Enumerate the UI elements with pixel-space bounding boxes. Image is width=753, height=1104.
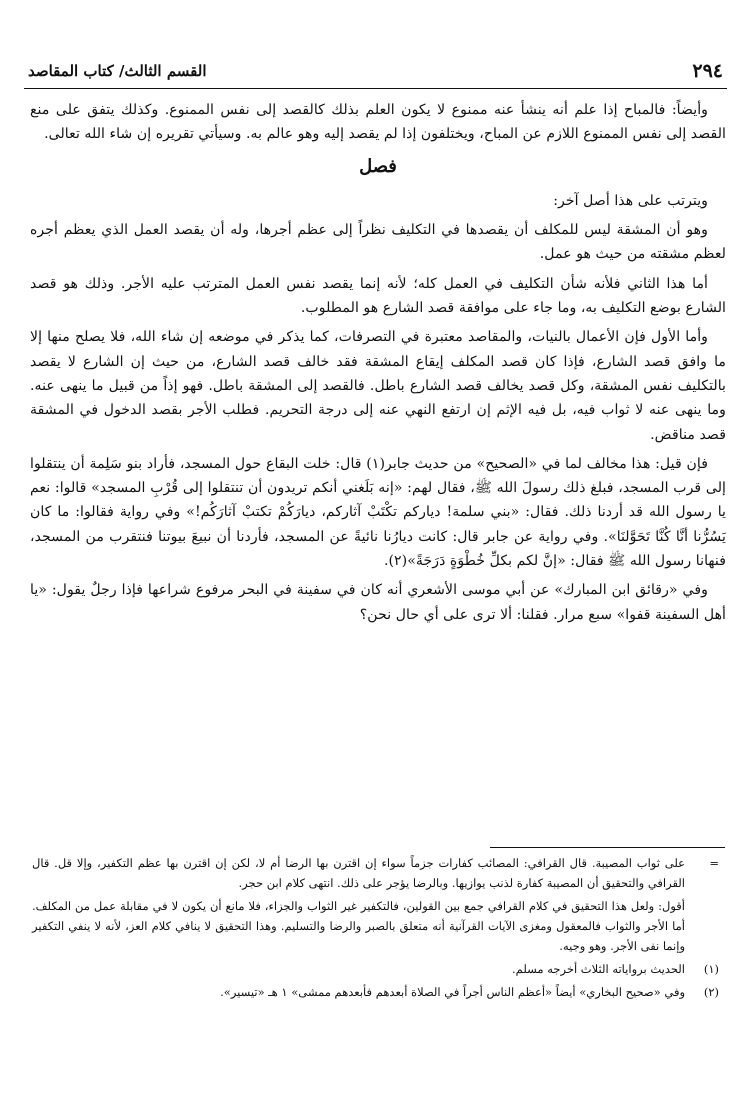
paragraph: وهو أن المشقة ليس للمكلف أن يقصدها في التكليف نظراً إلى عظم أجرها، وله أن يقصد العمل الذي يعظم أجره لعظم مشقته من حيث هو عمل. bbox=[30, 222, 726, 263]
footnote-text: وفي «صحيح البخاري» أيضاً «أعظم الناس أجراً في الصلاة أبعدهم فأبعدهم ممشى» ١ هـ «تيسير». bbox=[220, 985, 685, 999]
footnote-mark: (١) bbox=[703, 962, 719, 976]
paragraph: ويترتب على هذا أصل آخر: bbox=[553, 192, 708, 209]
footnote-comment bbox=[32, 896, 721, 956]
footnote-1 bbox=[32, 959, 721, 979]
page-number: ٢٩٤ bbox=[692, 60, 723, 82]
footnote-text: على ثواب المصيبة. قال القرافي: المصائب كفارات جزماً سواء إن اقترن بها الرضا أم لا، لكن إن اقترن بها عظم التكفير، وإلا قل. قال القرافي والتحقيق أن المصيبة كفارة لذنب يوازيها. وبالرضا يؤجر على ذلك. انتهى كلام ابن حجر. bbox=[32, 856, 685, 890]
footnote-2 bbox=[32, 982, 721, 1002]
running-title: القسم الثالث/ كتاب المقاصد bbox=[28, 62, 207, 80]
footnote-continued bbox=[32, 853, 721, 893]
page-header bbox=[24, 58, 727, 89]
paragraph: وأما الأول فإن الأعمال بالنيات، والمقاصد معتبرة في التصرفات، كما يذكر في موضعه إن شاء الله، فلا يصلح منها إلا ما وافق قصد الشارع، فإذا كان قصد المكلف إيقاع المشقة فقد خالف قصد الشارع، من حيث إن الشارع لا يقصد بالتكليف نفس المشقة، وكل قصد يخالف قصد الشارع باطل. فالقصد إلى المشقة باطل. فهو إذاً من قبيل ما ينهى عنه. وما ينهى عنه لا ثواب فيه، بل فيه الإثم إن ارتفع النهي عنه إلى درجة التحريم. فطلب الأجر بقصد الدخول في المشقة قصد مناقض. bbox=[30, 329, 726, 443]
footnote-text: الحديث برواياته الثلاث أخرجه مسلم. bbox=[512, 962, 685, 976]
paragraph: وأيضاً: فالمباح إذا علم أنه ينشأ عنه ممنوع لا يكون العلم بذلك كالقصد إلى نفس الممنوع. وكذلك يتفق على منع القصد إلى نفس الممنوع اللازم عن المباح، ويختلفون إذا لم يقصد إليه وهو عالم به. وسيأتي تقريره إن شاء الله تعالى. bbox=[30, 102, 726, 143]
section-heading: فصل bbox=[359, 155, 397, 177]
paragraph: فإن قيل: هذا مخالف لما في «الصحيح» من حديث جابر(١) قال: خلت البقاع حول المسجد، فأراد بنو سَلِمة أن ينتقلوا إلى قرب المسجد، فبلغ ذلك رسولَ الله ﷺ، فقال لهم: «إنه بَلَغني أنكم تريدون أن تنتقلوا إلى قُرْبِ المسجد» قالوا: نعم يا رسول الله قد أردنا ذلك. فقال: «بني سلمة! دياركم تكْتَبْ آثاركم، ديارَكُمْ تكتبْ آثارَكُم!» وفي رواية فقالوا: ما كان يَسُرُّنا أنَّا كُنَّا تَحَوَّلنَا». وفي رواية عن جابر قال: كانت ديارُنا نائيةً عن المسجد، فأردنا أن نبيعَ بيوتنا فنتقرب من المسجد، فنهانا رسول الله ﷺ فقال: «إنَّ لكم بكلِّ خُطْوَةٍ دَرَجَةً»(٢). bbox=[30, 455, 726, 570]
paragraph: وفي «رقائق ابن المبارك» عن أبي موسى الأشعري أنه كان في سفينة في البحر مرفوع شراعها فإذا رجلٌ يقول: «يا أهل السفينة قفوا» سبع مرار. فقلنا: ألا ترى على أي حال نحن؟ bbox=[30, 582, 726, 623]
main-text bbox=[30, 98, 726, 632]
footnote-divider bbox=[490, 847, 725, 848]
footnotes bbox=[32, 853, 721, 1005]
footnote-mark: = bbox=[709, 856, 719, 870]
footnote-mark: (٢) bbox=[703, 985, 719, 999]
footnote-text: أقول: ولعل هذا التحقيق في كلام القرافي جمع بين القولين، فالتكفير غير الثواب والجزاء، فلا مانع أن يكون لا في مقابلة عمل من المكلف. أما الأجر والثواب فالمعقول ومغزى الآيات القرآنية أنه متعلق بالصبر والرضا والتسليم. وهذا التحقيق لا ينافي كلام العز، لأنه لا ينفي التكفير وإنما نفى الأجر. وهو وجيه. bbox=[32, 899, 685, 953]
paragraph: أما هذا الثاني فلأنه شأن التكليف في العمل كله؛ لأنه إنما يقصد نفس العمل المترتب عليه الأجر. وذلك هو قصد الشارع بوضع التكليف به، وما جاء على موافقة قصد الشارع هو المطلوب. bbox=[30, 275, 726, 317]
